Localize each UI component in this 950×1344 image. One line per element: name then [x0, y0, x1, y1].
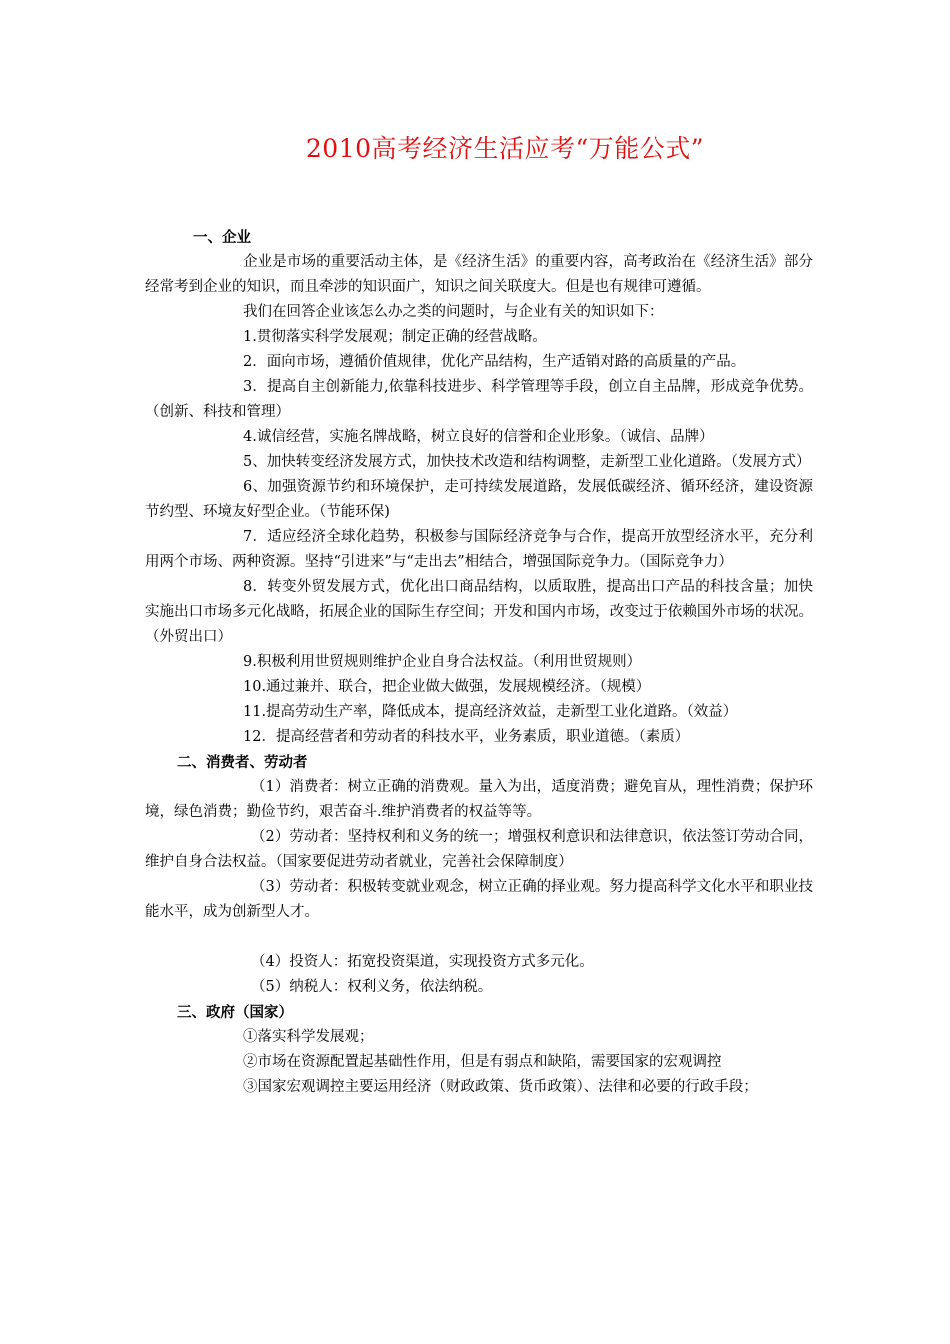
enterprise-item-2: 2．面向市场，遵循价值规律，优化产品结构，生产适销对路的高质量的产品。	[243, 354, 746, 370]
consumer-item-2: （2）劳动者：坚持权利和义务的统一；增强权利意识和法律意识，依法签订劳动合同，维护自身合法权益。（国家要促进劳动者就业，完善社会保障制度）	[145, 829, 813, 870]
section-heading-enterprise: 一、企业	[193, 229, 251, 246]
enterprise-item-5: 5、加快转变经济发展方式，加快技术改造和结构调整，走新型工业化道路。（发展方式）	[243, 454, 811, 470]
section-heading-government: 三、政府（国家）	[177, 1004, 293, 1021]
paragraph-spacer	[145, 925, 813, 950]
section-heading-consumers: 二、消费者、劳动者	[177, 754, 308, 771]
government-item-2: ②市场在资源配置起基础性作用，但是有弱点和缺陷，需要国家的宏观调控	[243, 1054, 722, 1070]
enterprise-item-9: 9.积极利用世贸规则维护企业自身合法权益。（利用世贸规则）	[243, 654, 642, 670]
enterprise-item-10: 10.通过兼并、联合，把企业做大做强，发展规模经济。（规模）	[243, 679, 651, 695]
enterprise-item-7: 7．适应经济全球化趋势，积极参与国际经济竞争与合作，提高开放型经济水平，充分利用两个市场、两种资源。坚持“引进来”与“走出去”相结合，增强国际竞争力。（国际竞争力）	[145, 529, 813, 570]
enterprise-item-6: 6、加强资源节约和环境保护，走可持续发展道路，发展低碳经济、循环经济，建设资源节约型、环境友好型企业。（节能环保)	[145, 479, 813, 520]
document-title: 2010高考经济生活应考“万能公式”	[305, 134, 705, 163]
consumer-item-3: （3）劳动者：积极转变就业观念，树立正确的择业观。努力提高科学文化水平和职业技能水平，成为创新型人才。	[145, 879, 813, 920]
enterprise-item-8: 8．转变外贸发展方式，优化出口商品结构，以质取胜，提高出口产品的科技含量；加快实施出口市场多元化战略，拓展企业的国际生存空间；开发和国内市场，改变过于依赖国外市场的状况。（外贸出口）	[145, 579, 813, 645]
enterprise-item-1: 1.贯彻落实科学发展观；制定正确的经营战略。	[243, 329, 547, 345]
enterprise-item-4: 4.诚信经营，实施名牌战略，树立良好的信誉和企业形象。（诚信、品牌）	[243, 429, 714, 445]
government-item-3: ③国家宏观调控主要运用经济（财政政策、货币政策）、法律和必要的行政手段；	[243, 1079, 758, 1095]
enterprise-item-12: 12．提高经营者和劳动者的科技水平，业务素质，职业道德。（素质）	[243, 729, 690, 745]
consumer-item-1: （1）消费者：树立正确的消费观。量入为出，适度消费；避免盲从，理性消费；保护环境，绿色消费；勤俭节约，艰苦奋斗.维护消费者的权益等等。	[145, 779, 813, 820]
enterprise-item-3: 3．提高自主创新能力,依靠科技进步、科学管理等手段，创立自主品牌，形成竞争优势。（创新、科技和管理）	[145, 379, 813, 420]
section1-intro: 企业是市场的重要活动主体，是《经济生活》的重要内容，高考政治在《经济生活》部分经常考到企业的知识，而且牵涉的知识面广，知识之间关联度大。但是也有规律可遵循。	[145, 254, 813, 295]
document-body	[145, 225, 813, 1100]
section1-lead: 我们在回答企业该怎么办之类的问题时，与企业有关的知识如下：	[243, 304, 664, 320]
enterprise-item-11: 11.提高劳动生产率，降低成本，提高经济效益，走新型工业化道路。（效益）	[243, 704, 738, 720]
government-item-1: ①落实科学发展观；	[243, 1029, 374, 1045]
consumer-item-5: （5）纳税人：权利义务，依法纳税。	[251, 979, 493, 995]
consumer-item-4: （4）投资人：拓宽投资渠道，实现投资方式多元化。	[251, 954, 594, 970]
